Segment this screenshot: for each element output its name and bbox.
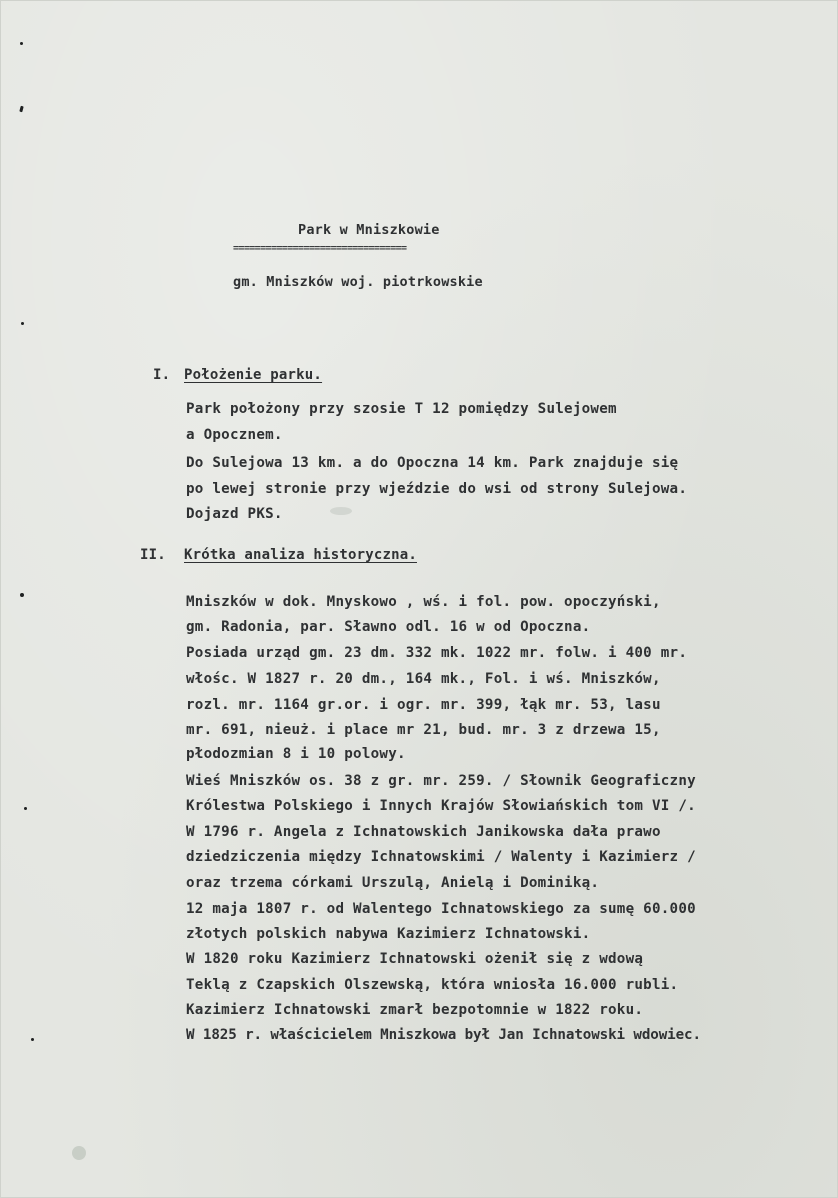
section-line: Park położony przy szosie T 12 pomiędzy Sulejowem (186, 401, 617, 417)
section-line: Kazimierz Ichnatowski zmarł bezpotomnie w 1822 roku. (186, 1002, 644, 1018)
section-line: gm. Radonia, par. Sławno odl. 16 w od Opoczna. (186, 619, 591, 635)
section-line: dziedziczenia między Ichnatowskimi / Walenty i Kazimierz / (186, 849, 696, 865)
paper-stain (330, 507, 352, 515)
section-line: Królestwa Polskiego i Innych Krajów Słowiańskich tom VI /. (186, 798, 696, 814)
section-line: W 1825 r. właścicielem Mniszkowa był Jan Ichnatowski wdowiec. (186, 1027, 701, 1043)
section-line: W 1796 r. Angela z Ichnatowskich Janikowska dała prawo (186, 824, 661, 840)
section-line: oraz trzema córkami Urszulą, Anielą i Dominiką. (186, 875, 600, 891)
document-subtitle: gm. Mniszków woj. piotrkowskie (233, 274, 483, 290)
margin-mark (20, 593, 24, 597)
section-line: Teklą z Czapskich Olszewską, która wniosła 16.000 rubli. (186, 977, 679, 993)
section-line: Dojazd PKS. (186, 506, 283, 522)
section-line: płodozmian 8 i 10 polowy. (186, 746, 406, 762)
section-line: włośc. W 1827 r. 20 dm., 164 mk., Fol. i wś. Mniszków, (186, 671, 661, 687)
section-number: I. (153, 367, 171, 383)
section-heading: Krótka analiza historyczna. (184, 547, 417, 563)
section-line: W 1820 roku Kazimierz Ichnatowski ożenił się z wdową (186, 951, 644, 967)
section-line: 12 maja 1807 r. od Walentego Ichnatowskiego za sumę 60.000 (186, 901, 696, 917)
margin-mark (20, 42, 23, 45)
section-line: Posiada urząd gm. 23 dm. 332 mk. 1022 mr. folw. i 400 mr. (186, 645, 688, 661)
document-title: Park w Mniszkowie (298, 222, 440, 238)
paper-stain (72, 1146, 86, 1160)
section-line: złotych polskich nabywa Kazimierz Ichnatowski. (186, 926, 591, 942)
section-line: Mniszków w dok. Mnyskowo , wś. i fol. pow. opoczyński, (186, 594, 661, 610)
section-line: a Opocznem. (186, 427, 283, 443)
margin-mark (31, 1038, 34, 1041)
section-line: rozl. mr. 1164 gr.or. i ogr. mr. 399, łąk mr. 53, lasu (186, 697, 661, 713)
section-line: Do Sulejowa 13 km. a do Opoczna 14 km. Park znajduje się (186, 455, 679, 471)
section-line: po lewej stronie przy wjeździe do wsi od strony Sulejowa. (186, 481, 688, 497)
section-heading: Położenie parku. (184, 367, 323, 383)
title-underline: ================================ (233, 243, 407, 254)
margin-mark (24, 807, 27, 810)
margin-mark (21, 322, 24, 325)
section-line: mr. 691, nieuż. i place mr 21, bud. mr. 3 z drzewa 15, (186, 722, 661, 738)
section-number: II. (140, 547, 166, 563)
section-line: Wieś Mniszków os. 38 z gr. mr. 259. / Słownik Geograficzny (186, 773, 696, 789)
margin-mark (19, 106, 23, 113)
